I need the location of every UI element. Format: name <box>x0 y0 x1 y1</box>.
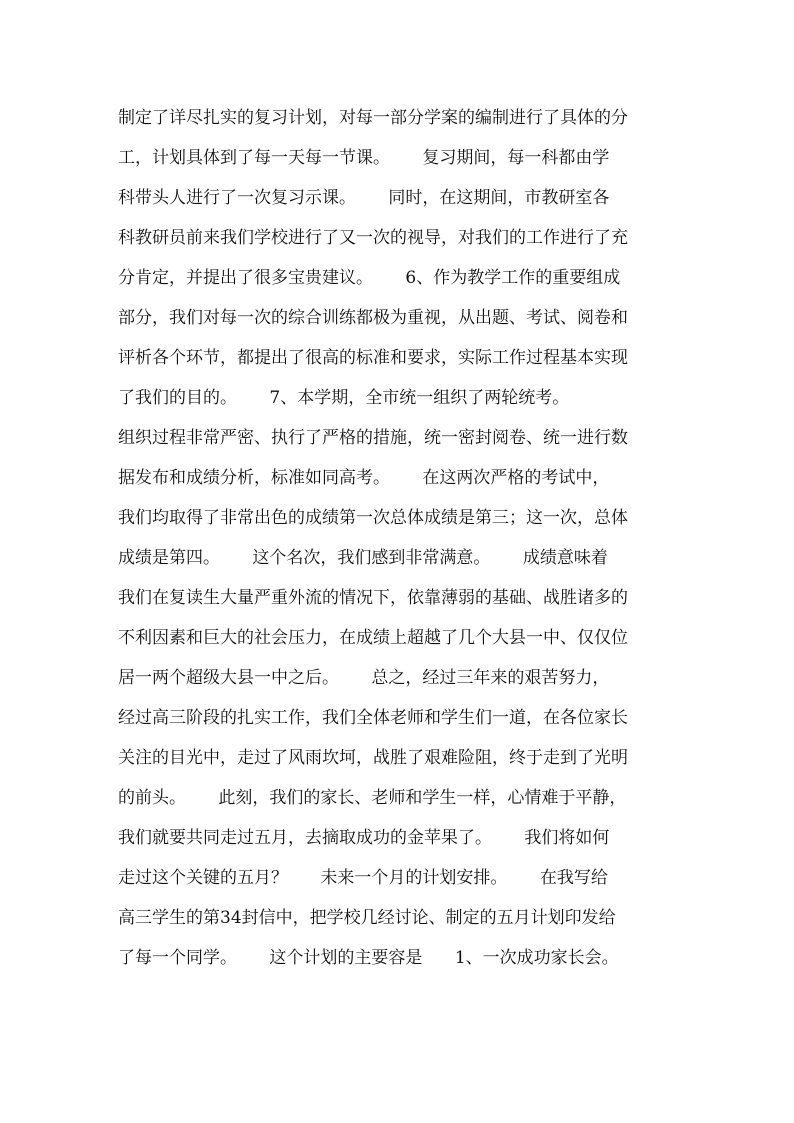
text-line: 工，计划具体到了每一天每一节课。 复习期间，每一科都由学 <box>118 148 610 168</box>
text-line: 科带头人进行了一次复习示课。 同时，在这期间，市教研室各 <box>118 188 610 208</box>
text-line: 成绩是第四。 这个名次，我们感到非常满意。 成绩意味着 <box>118 548 608 568</box>
text-line: 关注的目光中，走过了风雨坎坷，战胜了艰难险阻，终于走到了光明 <box>118 748 628 768</box>
text-line: 制定了详尽扎实的复习计划，对每一部分学案的编制进行了具体的分 <box>118 108 628 128</box>
text-line: 了我们的目的。 7、本学期，全市统一组织了两轮统考。 <box>118 388 570 408</box>
text-line: 部分，我们对每一次的综合训练都极为重视，从出题、考试、阅卷和 <box>118 308 628 328</box>
text-line: 评析各个环节，都提出了很高的标准和要求，实际工作过程基本实现 <box>118 348 628 368</box>
body-text <box>118 98 694 978</box>
text-line: 居一两个超级大县一中之后。 总之，经过三年来的艰苦努力， <box>118 668 610 688</box>
text-line: 组织过程非常严密、执行了严格的措施，统一密封阅卷、统一进行数 <box>118 428 628 448</box>
text-line: 科教研员前来我们学校进行了又一次的视导，对我们的工作进行了充 <box>118 228 628 248</box>
text-line: 我们均取得了非常出色的成绩第一次总体成绩是第三；这一次，总体 <box>118 508 628 528</box>
text-line: 我们就要共同走过五月，去摘取成功的金苹果了。 我们将如何 <box>118 828 610 848</box>
text-line: 我们在复读生大量严重外流的情况下，依靠薄弱的基础、战胜诸多的 <box>118 588 628 608</box>
text-line: 高三学生的第34封信中，把学校几经讨论、制定的五月计划印发给 <box>118 908 616 928</box>
text-line: 的前头。 此刻，我们的家长、老师和学生一样，心情难于平静， <box>118 788 627 808</box>
text-line: 不利因素和巨大的社会压力，在成绩上超越了几个大县一中、仅仅位 <box>118 628 628 648</box>
text-line: 分肯定，并提出了很多宝贵建议。 6、作为教学工作的重要组成 <box>118 268 621 288</box>
text-line: 了每一个同学。 这个计划的主要容是 1、一次成功家长会。 <box>118 948 619 968</box>
text-line: 走过这个关键的五月？ 未来一个月的计划安排。 在我写给 <box>118 868 608 888</box>
text-line: 据发布和成绩分析，标准如同高考。 在这两次严格的考试中， <box>118 468 610 488</box>
text-line: 经过高三阶段的扎实工作，我们全体老师和学生们一道，在各位家长 <box>118 708 628 728</box>
